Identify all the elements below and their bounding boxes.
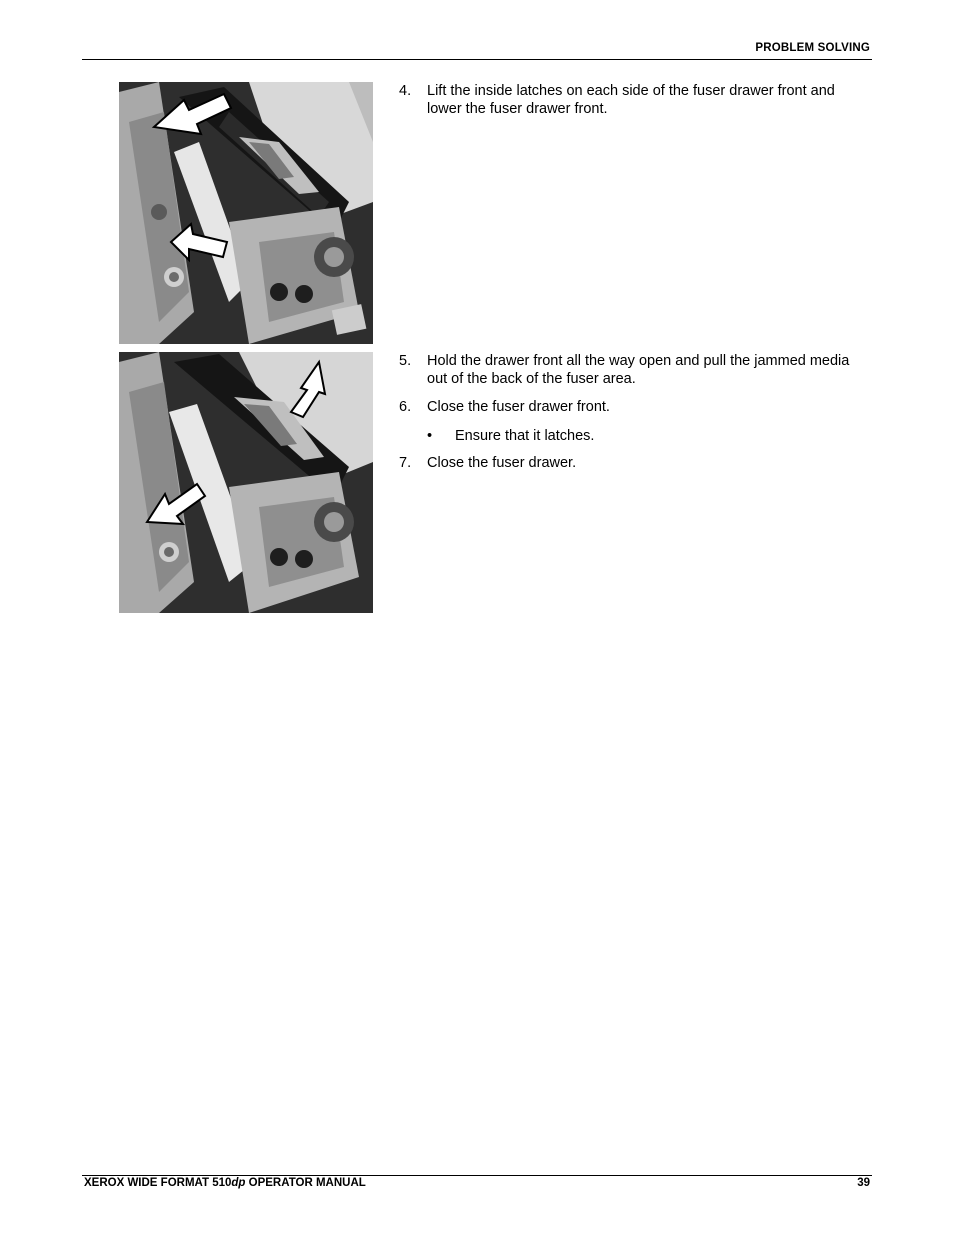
step-number: 7. — [399, 455, 412, 471]
bullet-item — [399, 428, 859, 446]
steps-group-media — [399, 353, 859, 484]
step-5 — [399, 353, 859, 388]
step-number: 5. — [399, 353, 412, 369]
step-4 — [399, 83, 859, 118]
manual-title-suffix: OPERATOR MANUAL — [245, 1177, 366, 1189]
step-6 — [399, 399, 859, 417]
step-number: 4. — [399, 83, 412, 99]
bullet-mark: • — [427, 427, 433, 444]
step-number: 6. — [399, 399, 412, 415]
page-number: 39 — [857, 1177, 870, 1189]
section-title: PROBLEM SOLVING — [755, 42, 870, 54]
fuser-jammed-media-photo — [119, 352, 373, 613]
step-7 — [399, 455, 859, 473]
bullet-text: Ensure that it latches. — [455, 427, 595, 444]
step-text: Hold the drawer front all the way open and pull the jammed media out of the back of the fuser area. — [427, 353, 850, 387]
step-text: Close the fuser drawer front. — [427, 399, 610, 415]
manual-title-model: dp — [231, 1177, 246, 1189]
manual-title — [84, 1177, 366, 1189]
manual-title-prefix: XEROX WIDE FORMAT 510 — [84, 1177, 232, 1189]
footer-rule — [82, 1175, 872, 1176]
header-rule — [82, 59, 872, 60]
step-text: Lift the inside latches on each side of the fuser drawer front and lower the fuser drawer front. — [427, 83, 835, 117]
step-text: Close the fuser drawer. — [427, 455, 577, 471]
steps-group-latches — [399, 83, 859, 129]
fuser-drawer-latches-photo — [119, 82, 373, 344]
